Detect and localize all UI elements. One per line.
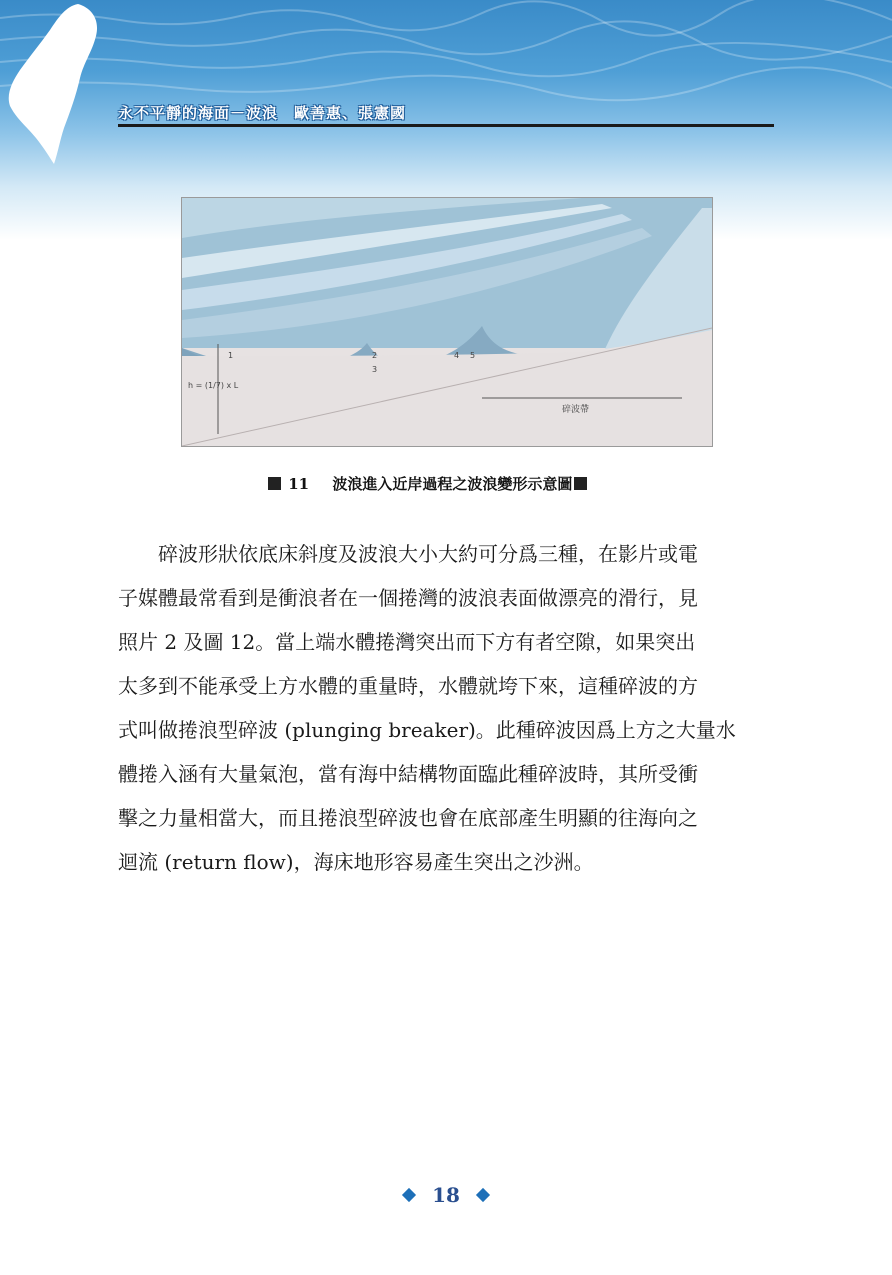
taiwan-island-icon <box>0 0 110 170</box>
breaker-zone-label: 碎波帶 <box>562 405 590 415</box>
diamond-icon <box>476 1188 490 1202</box>
figure-label-4: 4 <box>454 351 460 360</box>
diamond-icon <box>402 1188 416 1202</box>
figure-label-5: 5 <box>470 351 476 360</box>
figure-label-1: 1 <box>228 351 234 360</box>
body-paragraph <box>118 532 774 884</box>
figure-label-3: 3 <box>372 365 378 374</box>
caption-text: 波浪進入近岸過程之波浪變形示意圖 <box>332 475 573 493</box>
wave-height-formula: h = (1/7) x L <box>188 381 239 390</box>
body-line: 式叫做捲浪型碎波 (plunging breaker)。此種碎波因爲上方之大量水 <box>118 718 736 742</box>
caption-prefix-box-icon <box>268 477 281 490</box>
caption-end-box-icon <box>574 477 587 490</box>
wave-illustration <box>182 198 712 446</box>
body-line: 體捲入涵有大量氣泡，當有海中結構物面臨此種碎波時，其所受衝 <box>118 762 698 786</box>
wave-deformation-figure <box>181 197 713 447</box>
body-line: 子媒體最常看到是衝浪者在一個捲灣的波浪表面做漂亮的滑行，見 <box>118 586 698 610</box>
page-footer <box>0 1183 892 1207</box>
figure-caption <box>268 473 587 494</box>
body-line: 碎波形狀依底床斜度及波浪大小大約可分爲三種，在影片或電 <box>118 542 698 566</box>
running-header-title: 永不平靜的海面－波浪 歐善惠、張憲國 <box>118 104 407 122</box>
figure-label-2: 2 <box>372 351 378 360</box>
page-number: 18 <box>432 1183 460 1207</box>
body-line: 擊之力量相當大，而且捲浪型碎波也會在底部產生明顯的往海向之 <box>118 806 698 830</box>
body-line: 照片 2 及圖 12。當上端水體捲灣突出而下方有者空隙，如果突出 <box>118 630 696 654</box>
caption-number: 11 <box>288 475 310 493</box>
body-line: 迴流 (return flow)，海床地形容易產生突出之沙洲。 <box>118 850 594 874</box>
body-line: 太多到不能承受上方水體的重量時，水體就垮下來，這種碎波的方 <box>118 674 698 698</box>
header-rule <box>118 124 774 127</box>
